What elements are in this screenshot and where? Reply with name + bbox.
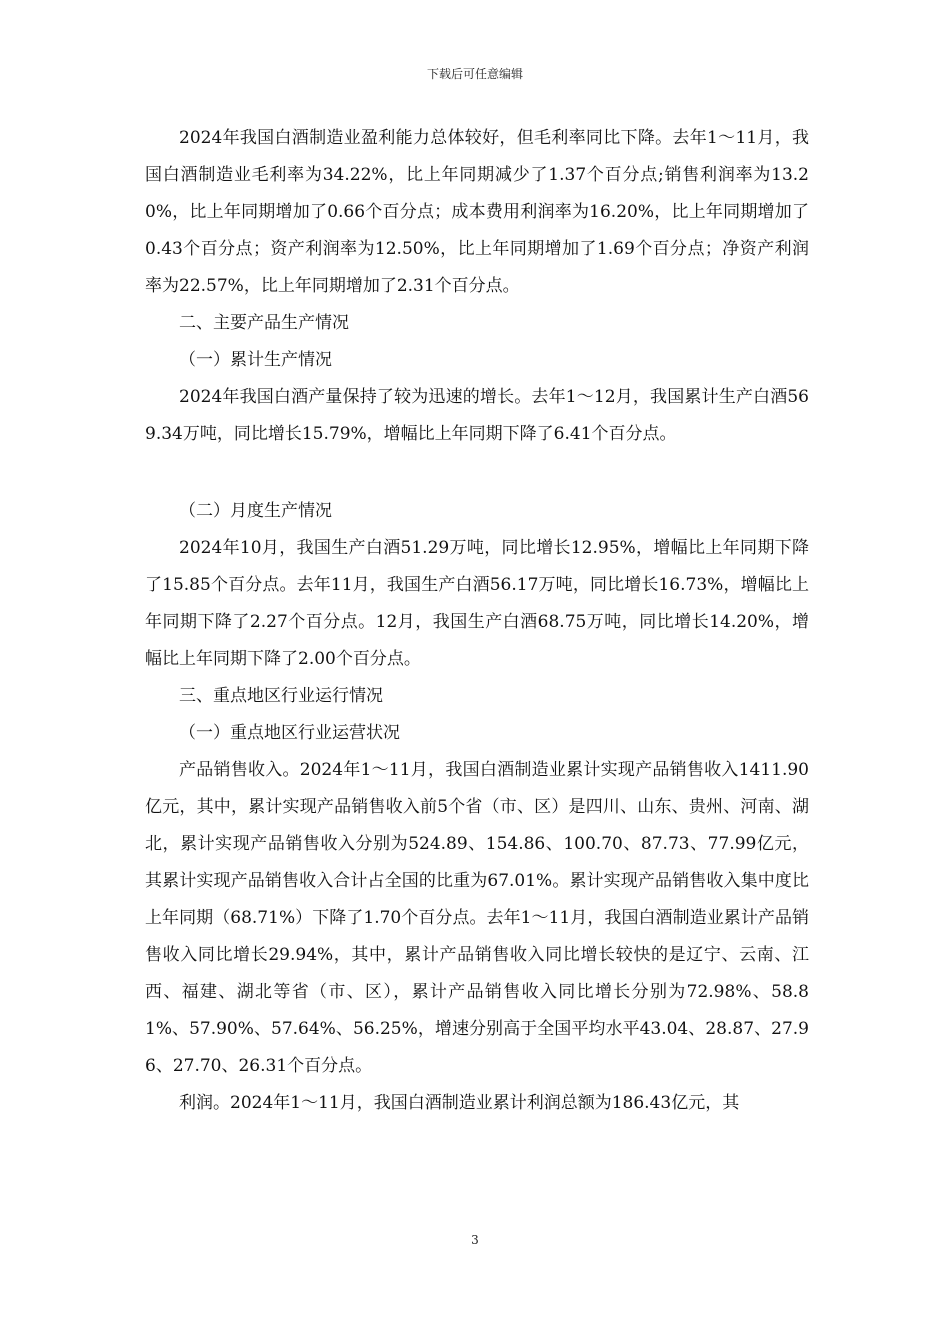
subsection-heading-regional-operations: （一）重点地区行业运营状况: [179, 723, 400, 743]
subsection-heading-cumulative: （一）累计生产情况: [179, 350, 332, 370]
paragraph-monthly-production: 2024年10月，我国生产白酒51.29万吨，同比增长12.95%，增幅比上年同期下降了15.85个百分点。去年11月，我国生产白酒56.17万吨，同比增长16.73%，增幅比上年同期下降了2.27个百分点。12月，我国生产白酒68.75万吨，同比增长14.20%，增幅比上年同期下降了2.00个百分点。: [145, 538, 809, 669]
paragraph-cumulative-production: 2024年我国白酒产量保持了较为迅速的增长。去年1～12月，我国累计生产白酒569.34万吨，同比增长15.79%，增幅比上年同期下降了6.41个百分点。: [145, 387, 809, 444]
paragraph-profit: 利润。2024年1～11月，我国白酒制造业累计利润总额为186.43亿元，其: [179, 1093, 740, 1113]
section-heading-regions: 三、重点地区行业运行情况: [179, 686, 383, 706]
page-header-note: 下载后可任意编辑: [426, 67, 523, 81]
paragraph-profitability: 2024年我国白酒制造业盈利能力总体较好，但毛利率同比下降。去年1～11月，我国白酒制造业毛利率为34.22%，比上年同期减少了1.37个百分点;销售利润率为13.20%，比上年同期增加了0.66个百分点；成本费用利润率为16.20%，比上年同期增加了0.43个百分点；资产利润率为12.50%，比上年同期增加了1.69个百分点；净资产利润率为22.57%，比上年同期增加了2.31个百分点。: [145, 128, 809, 296]
blank-line: [145, 453, 809, 493]
paragraph-sales-revenue: 产品销售收入。2024年1～11月，我国白酒制造业累计实现产品销售收入1411.90亿元，其中，累计实现产品销售收入前5个省（市、区）是四川、山东、贵州、河南、湖北，累计实现产品销售收入分别为524.89、154.86、100.70、87.73、77.99亿元，其累计实现产品销售收入合计占全国的比重为67.01%。累计实现产品销售收入集中度比上年同期（68.71%）下降了1.70个百分点。去年1～11月，我国白酒制造业累计产品销售收入同比增长29.94%，其中，累计产品销售收入同比增长较快的是辽宁、云南、江西、福建、湖北等省（市、区），累计产品销售收入同比增长分别为72.98%、58.81%、57.90%、57.64%、56.25%，增速分别高于全国平均水平43.04、28.87、27.96、27.70、26.31个百分点。: [145, 760, 809, 1076]
section-heading-production: 二、主要产品生产情况: [179, 313, 349, 333]
subsection-heading-monthly: （二）月度生产情况: [179, 501, 332, 521]
page-number: 3: [471, 1233, 479, 1247]
document-body: [145, 120, 809, 1122]
